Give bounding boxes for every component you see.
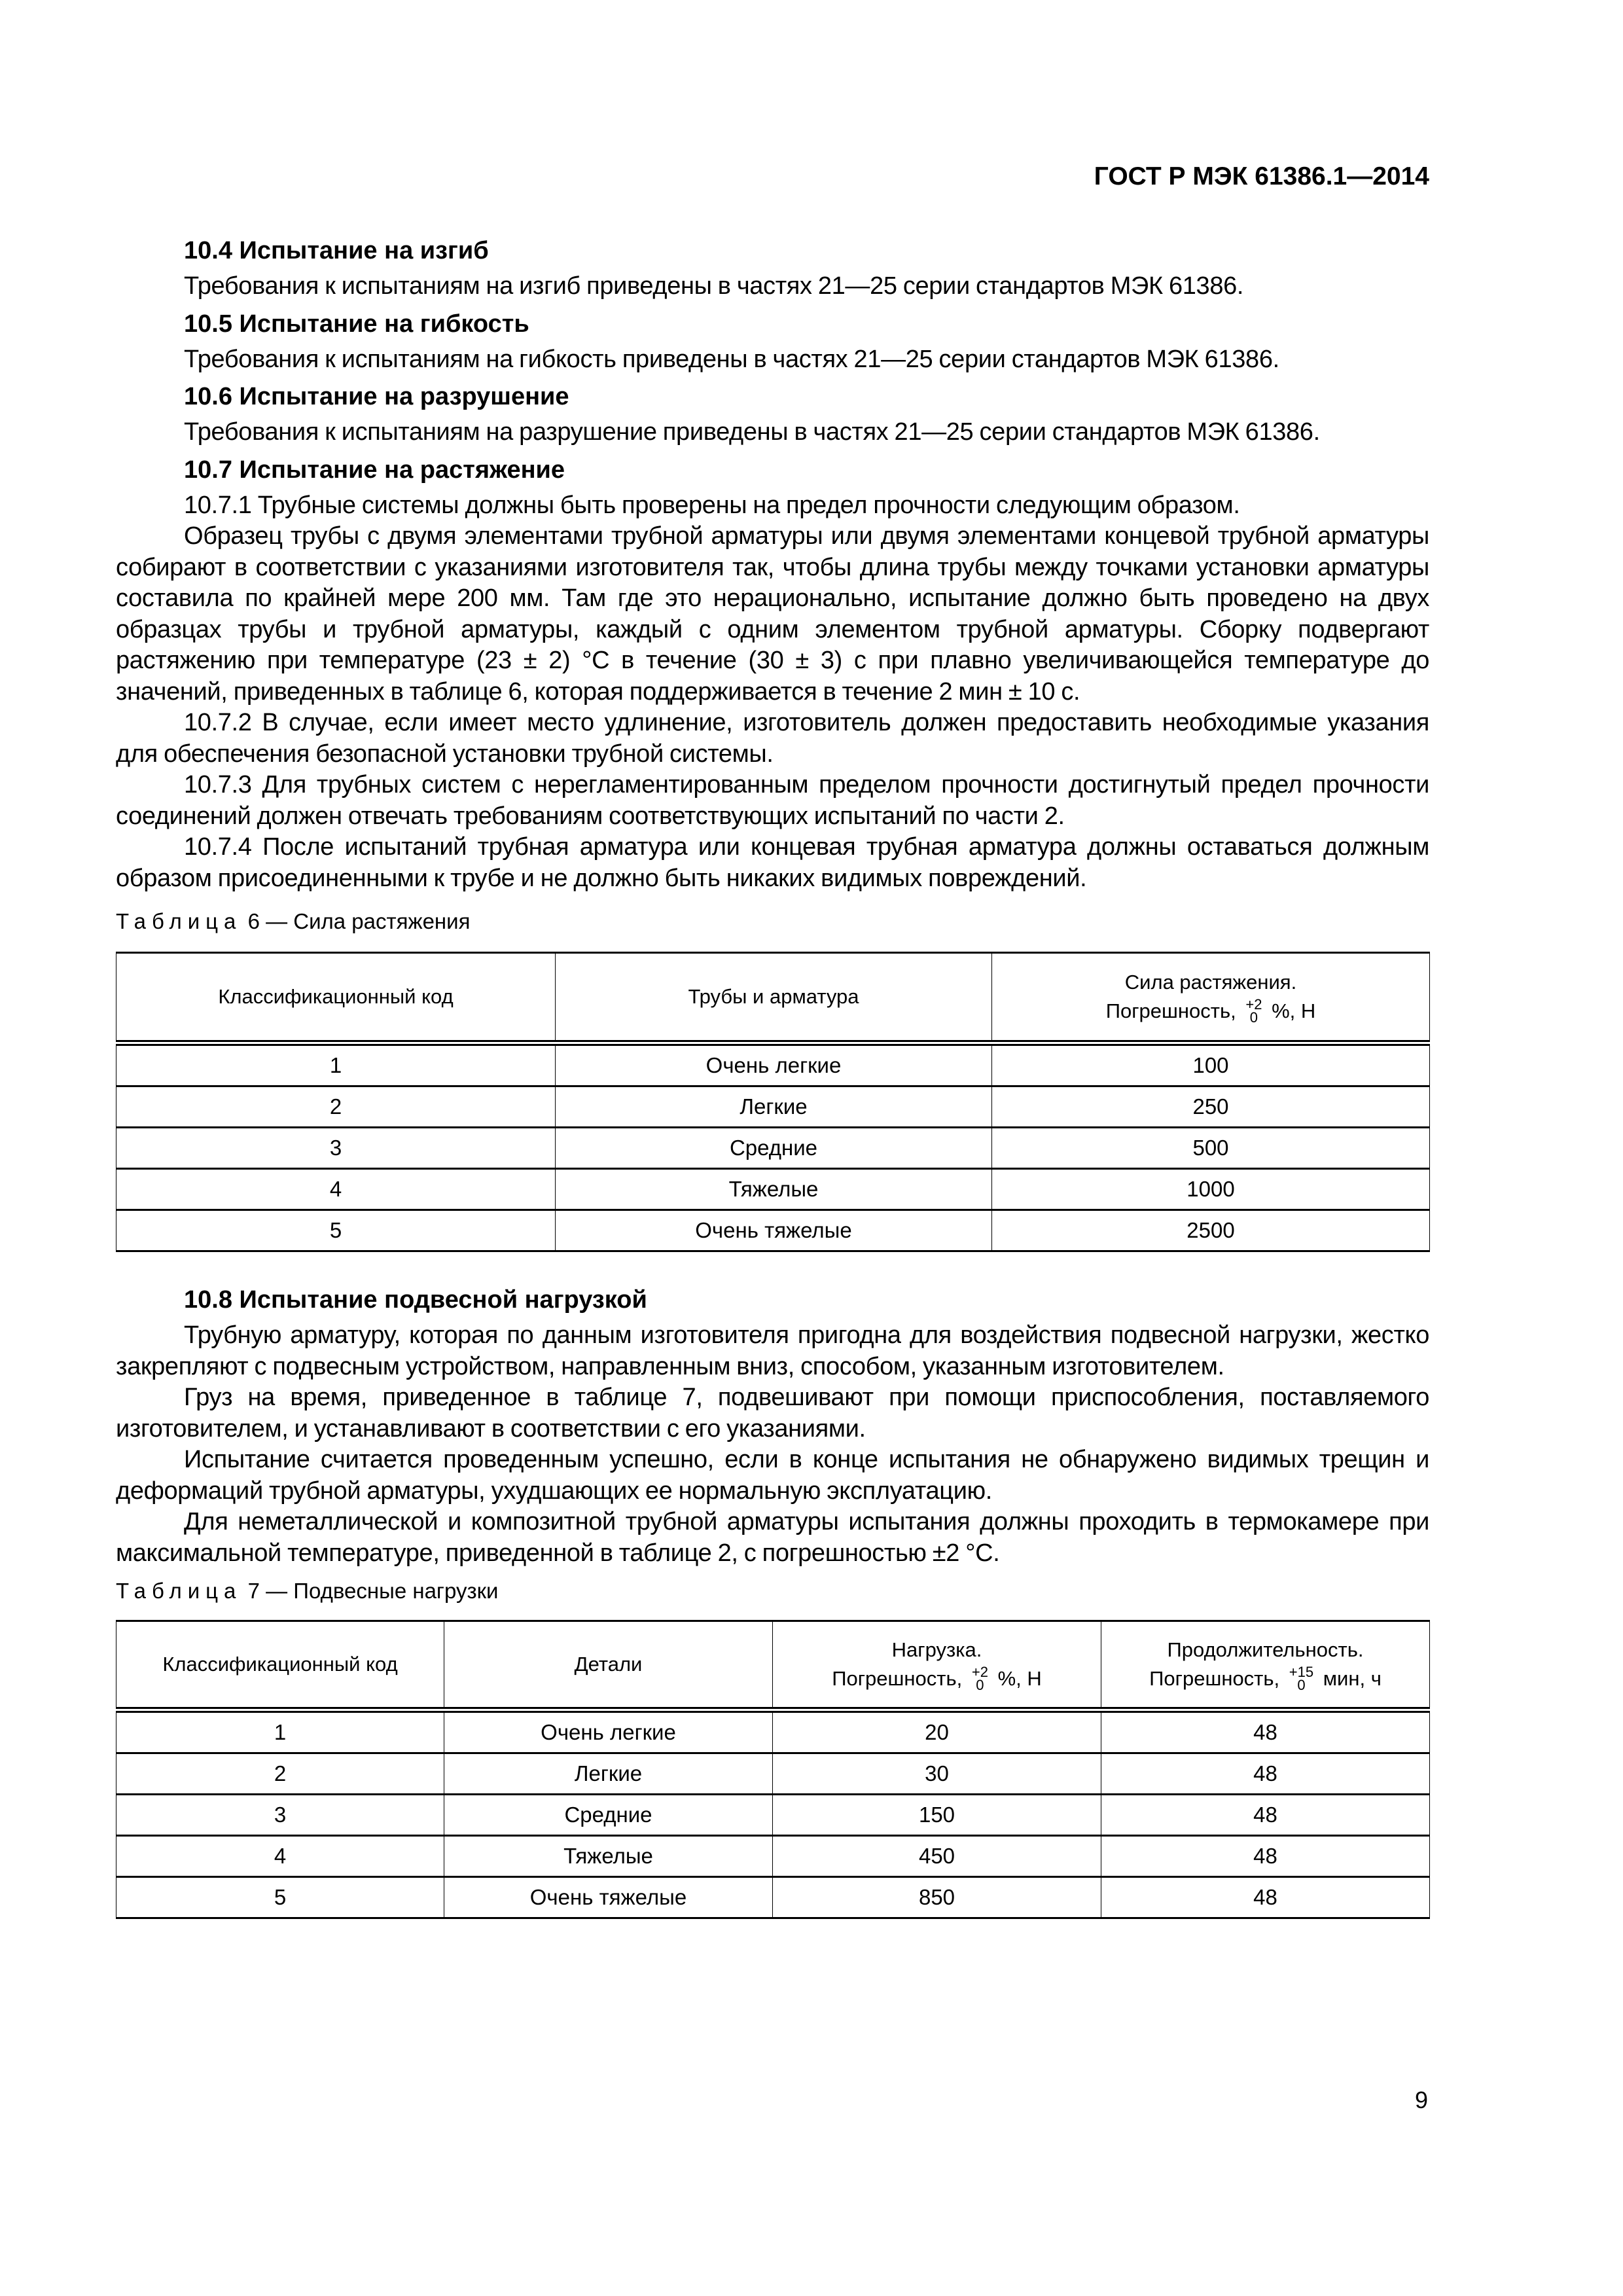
paragraph: 10.7.3 Для трубных систем с нерегламентированным пределом прочности достигнутый предел прочности соединений должен отвечать требованиям соответствующих испытаний по части 2.: [116, 771, 1429, 830]
paragraph: Испытание считается проведенным успешно, если в конце испытания не обнаружено видимых трещин и деформаций трубной арматуры, ухудшающих ее нормальную эксплуатацию.: [116, 1446, 1429, 1505]
table-6-caption: [116, 908, 1429, 935]
table-7-caption: [116, 1578, 1429, 1604]
document-code-header: ГОСТ Р МЭК 61386.1—2014: [1094, 162, 1429, 190]
table-row: 2 Легкие 30 48: [116, 1753, 1430, 1795]
section-10-4: [116, 234, 1429, 302]
column-header: Трубы и арматура: [556, 953, 992, 1043]
paragraph: Требования к испытаниям на разрушение приведены в частях 21—25 серии стандартов МЭК 61386.: [184, 418, 1320, 446]
column-header: Продолжительность. Погрешность, +15 0 мин, ч: [1101, 1621, 1430, 1710]
section-heading: 10.5 Испытание на гибкость: [184, 310, 529, 338]
column-header: Классификационный код: [116, 1621, 444, 1710]
table-row: 5 Очень тяжелые 2500: [116, 1210, 1430, 1251]
page-content: [116, 234, 1429, 1919]
paragraph: 10.7.1 Трубные системы должны быть проверены на предел прочности следующим образом.: [184, 491, 1240, 519]
paragraph: Груз на время, приведенное в таблице 7, подвешивают при помощи приспособления, поставляемого изготовителем, и устанавливают в соответствии с его указаниями.: [116, 1384, 1429, 1443]
table-row: 4 Тяжелые 450 48: [116, 1836, 1430, 1877]
tolerance: +2 0: [971, 1663, 988, 1693]
column-header: Сила растяжения. Погрешность, +2 0 %, Н: [992, 953, 1430, 1043]
section-heading: 10.8 Испытание подвесной нагрузкой: [184, 1286, 647, 1314]
section-heading: 10.7 Испытание на растяжение: [184, 456, 565, 484]
column-header: Нагрузка. Погрешность, +2 0 %, Н: [773, 1621, 1101, 1710]
caption-number: 6: [247, 909, 260, 933]
caption-number: 7: [247, 1579, 260, 1603]
table-row: 3 Средние 150 48: [116, 1795, 1430, 1836]
table-row: 5 Очень тяжелые 850 48: [116, 1877, 1430, 1918]
column-header: Классификационный код: [116, 953, 556, 1043]
column-header: Детали: [444, 1621, 773, 1710]
section-10-5: [116, 308, 1429, 376]
table-row: 4 Тяжелые 1000: [116, 1169, 1430, 1210]
section-10-6: [116, 380, 1429, 448]
paragraph: Образец трубы с двумя элементами трубной арматуры или двумя элементами концевой трубной арматуры собирают в соответствии с указаниями изготовителя так, чтобы длина трубы между точками установки арматуры составила по крайней мере 200 мм. Там где это нерационально, испытание должно быть проведено на двух образцах трубы и трубной арматуры, каждый с одним элементом трубной арматуры. Сборку подвергают растяжению при температуре (23 ± 2) °С в течение (30 ± 3) с при плавно увеличивающейся температуре до значений, приведенных в таблице 6, которая поддерживается в течение 2 мин ± 10 с.: [116, 522, 1429, 706]
table-7-suspended-loads: [116, 1620, 1430, 1919]
section-10-8: [116, 1283, 1429, 1569]
table-6-tensile-force: [116, 952, 1430, 1252]
paragraph: Трубную арматуру, которая по данным изготовителя пригодна для воздействия подвесной нагрузки, жестко закрепляют с подвесным устройством, направленным вниз, способом, указанным изготовителем.: [116, 1321, 1429, 1380]
caption-title: — Сила растяжения: [266, 909, 471, 933]
paragraph: Для неметаллической и композитной трубной арматуры испытания должны проходить в термокамере при максимальной температуре, приведенной в таблице 2, с погрешностью ±2 °С.: [116, 1508, 1429, 1567]
paragraph: 10.7.4 После испытаний трубная арматура или концевая трубная арматура должны оставаться должным образом присоединенными к трубе и не должно быть никаких видимых повреждений.: [116, 833, 1429, 892]
section-heading: 10.6 Испытание на разрушение: [184, 383, 569, 410]
caption-label: Таблица: [116, 1579, 242, 1603]
section-heading: 10.4 Испытание на изгиб: [184, 237, 489, 264]
paragraph: Требования к испытаниям на изгиб приведены в частях 21—25 серии стандартов МЭК 61386.: [184, 272, 1244, 300]
caption-label: Таблица: [116, 909, 242, 933]
table-row: 1 Очень легкие 100: [116, 1043, 1430, 1086]
table-row: 3 Средние 500: [116, 1128, 1430, 1169]
tolerance: +15 0: [1289, 1663, 1314, 1693]
paragraph: Требования к испытаниям на гибкость приведены в частях 21—25 серии стандартов МЭК 61386.: [184, 345, 1279, 373]
tolerance: +2 0: [1245, 996, 1262, 1026]
caption-title: — Подвесные нагрузки: [266, 1579, 499, 1603]
table-row: 2 Легкие 250: [116, 1086, 1430, 1128]
table-row: 1 Очень легкие 20 48: [116, 1710, 1430, 1753]
section-10-7: [116, 454, 1429, 895]
paragraph: 10.7.2 В случае, если имеет место удлинение, изготовитель должен предоставить необходимые указания для обеспечения безопасной установки трубной системы.: [116, 709, 1429, 768]
page-number: 9: [1415, 2087, 1429, 2113]
